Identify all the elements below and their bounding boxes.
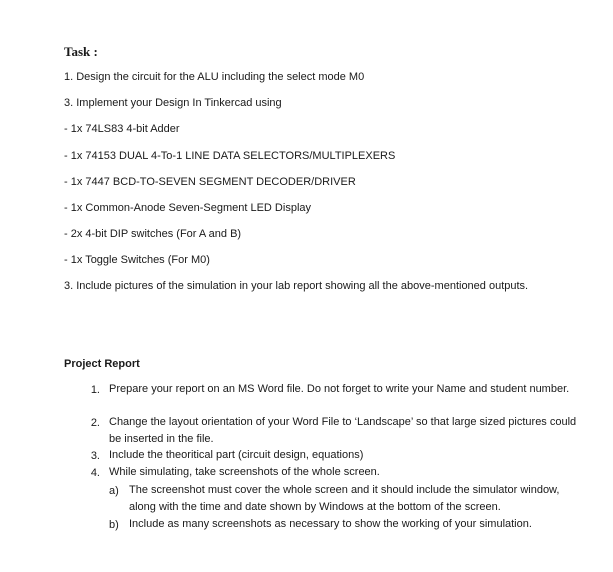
report-item: Prepare your report on an MS Word file. Do not forget to write your Name and student number.	[109, 383, 570, 395]
task-line: 3. Implement your Design In Tinkercad using	[64, 97, 282, 109]
sublist-letter: b)	[109, 519, 119, 531]
task-heading: Task :	[64, 44, 98, 59]
report-item: Change the layout orientation of your Word File to ‘Landscape’ so that large sized pictures could be inserted in the file.	[109, 416, 577, 445]
report-subitem: The screenshot must cover the whole screen and it should include the simulator window, along with the time and date shown by Windows at the bottom of the screen.	[129, 484, 560, 513]
task-line: - 1x 7447 BCD-TO-SEVEN SEGMENT DECODER/DRIVER	[64, 176, 356, 188]
task-line: - 1x Toggle Switches (For M0)	[64, 254, 210, 266]
list-number: 3.	[90, 450, 100, 462]
task-line: - 2x 4-bit DIP switches (For A and B)	[64, 228, 242, 240]
report-heading: Project Report	[64, 358, 140, 370]
task-line: 1. Design the circuit for the ALU including the select mode M0	[64, 71, 365, 83]
list-number: 1.	[90, 384, 100, 396]
report-item: While simulating, take screenshots of the whole screen.	[109, 466, 380, 478]
task-line: - 1x Common-Anode Seven-Segment LED Display	[64, 202, 312, 214]
task-line: - 1x 74153 DUAL 4-To-1 LINE DATA SELECTORS/MULTIPLEXERS	[64, 150, 396, 162]
list-number: 2.	[90, 417, 100, 429]
sublist-letter: a)	[109, 485, 119, 497]
task-line: - 1x 74LS83 4-bit Adder	[64, 123, 180, 135]
list-number: 4.	[90, 467, 100, 479]
report-item: Include the theoritical part (circuit design, equations)	[109, 449, 364, 461]
task-line: 3. Include pictures of the simulation in your lab report showing all the above-mentioned outputs.	[64, 280, 529, 292]
report-subitem: Include as many screenshots as necessary to show the working of your simulation.	[129, 518, 532, 530]
